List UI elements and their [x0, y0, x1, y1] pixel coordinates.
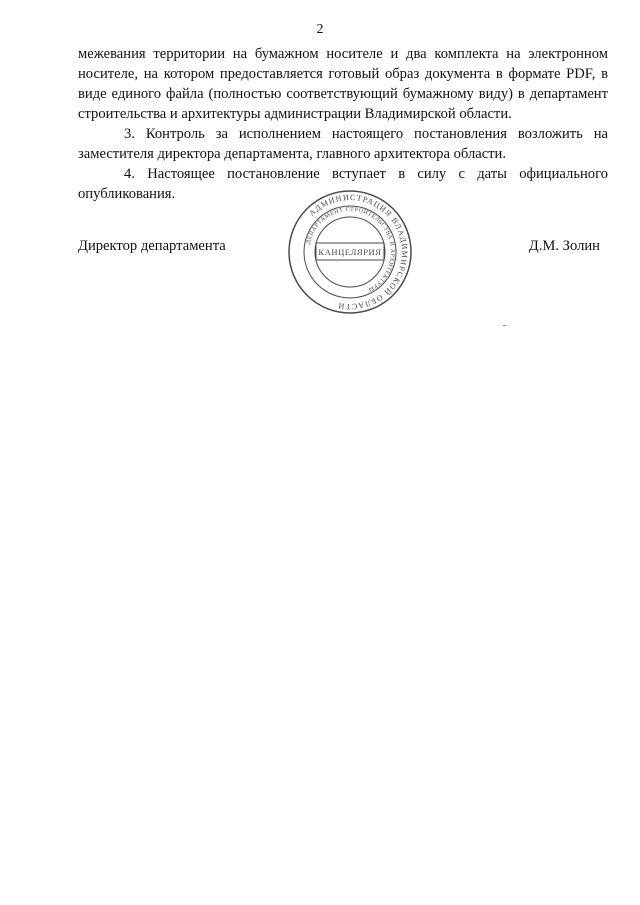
signature-name: Д.М. Золин	[528, 238, 600, 254]
scan-mark	[503, 325, 506, 326]
paragraph-3: 3. Контроль за исполнением настоящего постановления возложить на заместителя директора департамента, главного архитектора области.	[78, 126, 608, 162]
paragraph-4: 4. Настоящее постановление вступает в силу с даты официального опубликования.	[78, 166, 608, 202]
stamp-outer-text: АДМИНИСТРАЦИЯ ВЛАДИМИРСКОЙ ОБЛАСТИ	[307, 192, 410, 312]
signature-title: Директор департамента	[78, 238, 226, 254]
official-stamp	[286, 188, 414, 316]
document-body	[78, 44, 608, 204]
page-number: 2	[316, 22, 324, 37]
paragraph-continuation: межевания территории на бумажном носителе и два комплекта на электронном носителе, на котором предоставляется готовый образ документа в формате PDF, в виде единого файла (полностью соответствующий бумажному виду) в департамент строительства и архитектуры администрации Владимирской области.	[78, 46, 608, 122]
stamp-center-text: КАНЦЕЛЯРИЯ	[318, 247, 382, 257]
stamp-inner-text: ДЕПАРТАМЕНТ СТРОИТЕЛЬСТВА И АРХИТЕКТУРЫ	[305, 206, 396, 293]
